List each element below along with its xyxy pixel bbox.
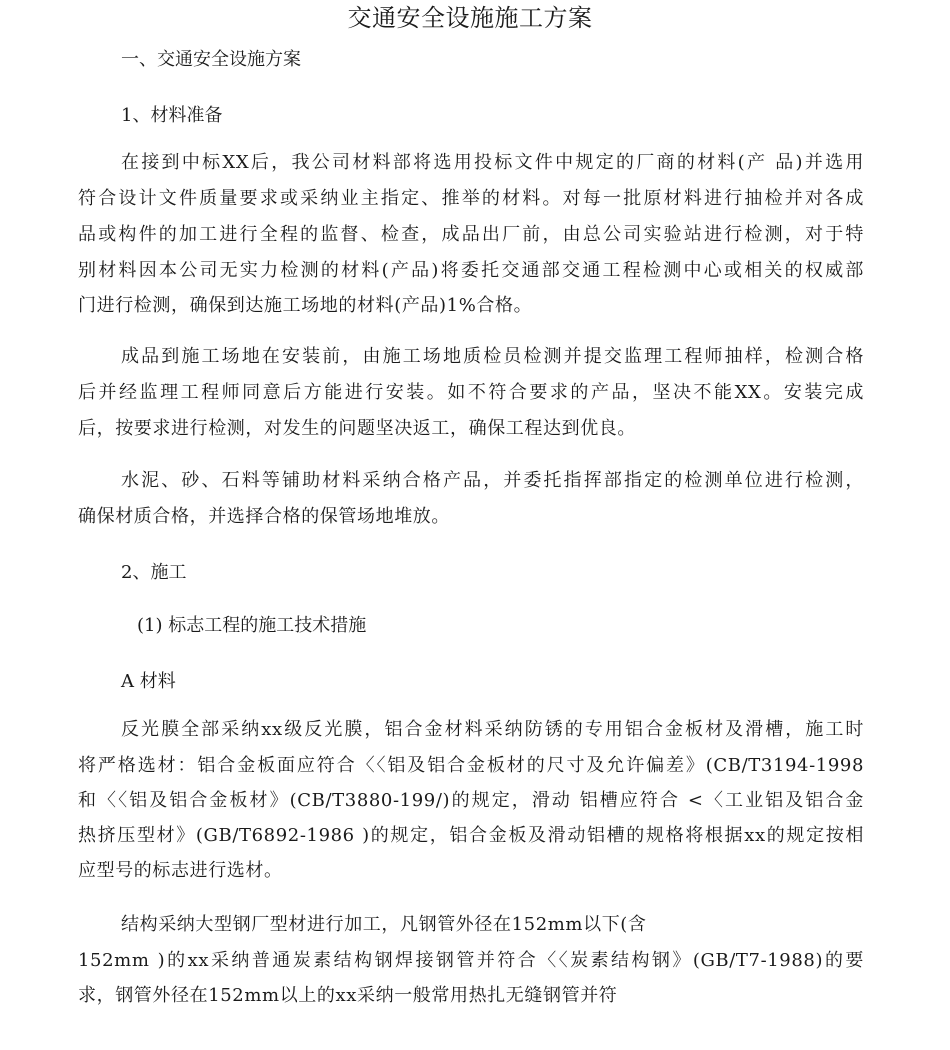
paragraph-line: 别材料因本公司无实力检测的材料(产品)将委托交通部交通工程检测中心或相关的权威部 — [78, 260, 864, 281]
document-title: 交通安全设施施工方案 — [347, 4, 593, 32]
paragraph-line: 在接到中标XX后，我公司材料部将选用投标文件中规定的厂商的材料(产 品)并选用 — [121, 152, 864, 173]
section-heading-1: 一、交通安全设施方案 — [121, 49, 301, 70]
paragraph-line: 符合设计文件质量要求或采纳业主指定、推举的材料。对每一批原材料进行抽检并对各成 — [78, 188, 864, 209]
paragraph-line: 门进行检测，确保到达施工场地的材料(产品)1%合格。 — [78, 295, 533, 316]
paragraph-line: 152mm )的xx采纳普通炭素结构钢焊接钢管并符合〈〈炭素结构钢》(GB/T7-1988)的要 — [78, 950, 864, 971]
paragraph-line: 结构采纳大型钢厂型材进行加工，凡钢管外径在152mm以下(含 — [121, 914, 647, 935]
paragraph-line: 热挤压型材》(GB/T6892-1986 )的规定，铝合金板及滑动铝槽的规格将根据xx的规定按相 — [78, 825, 864, 846]
paragraph-line: 品或构件的加工进行全程的监督、检查，成品出厂前，由总公司实验站进行检测，对于特 — [78, 224, 864, 245]
paragraph-line: 应型号的标志进行选材。 — [78, 860, 283, 881]
paragraph-line: 确保材质合格，并选择合格的保管场地堆放。 — [78, 506, 450, 527]
paragraph-line: 成品到施工场地在安装前，由施工场地质检员检测并提交监理工程师抽样，检测合格 — [121, 346, 864, 367]
subsection-heading-materials: 1、材料准备 — [121, 105, 223, 126]
subsection-heading-a-materials: A 材料 — [121, 671, 176, 692]
paragraph-line: 反光膜全部采纳xx级反光膜，铝合金材料采纳防锈的专用铝合金板材及滑槽，施工时 — [121, 719, 864, 740]
paragraph-line: 将严格选材：铝合金板面应符合〈〈铝及铝合金板材的尺寸及允许偏差》(CB/T3194-1998 — [78, 755, 864, 776]
subsection-heading-sign-works: (1) 标志工程的施工技术措施 — [137, 615, 367, 636]
paragraph-line: 后，按要求进行检测，对发生的问题坚决返工，确保工程达到优良。 — [78, 418, 636, 439]
paragraph-line: 和〈〈铝及铝合金板材》(CB/T3880-199/)的规定，滑动 铝槽应符合 <〈工业铝及铝合金 — [78, 790, 864, 811]
paragraph-line: 后并经监理工程师同意后方能进行安装。如不符合要求的产品，坚决不能XX。安装完成 — [78, 382, 864, 403]
paragraph-line: 水泥、砂、石料等铺助材料采纳合格产品，并委托指挥部指定的检测单位进行检测， — [121, 470, 864, 491]
subsection-heading-construction: 2、施工 — [121, 562, 187, 583]
paragraph-line: 求，钢管外径在152mm以上的xx采纳一般常用热扎无缝钢管并符 — [78, 985, 618, 1006]
